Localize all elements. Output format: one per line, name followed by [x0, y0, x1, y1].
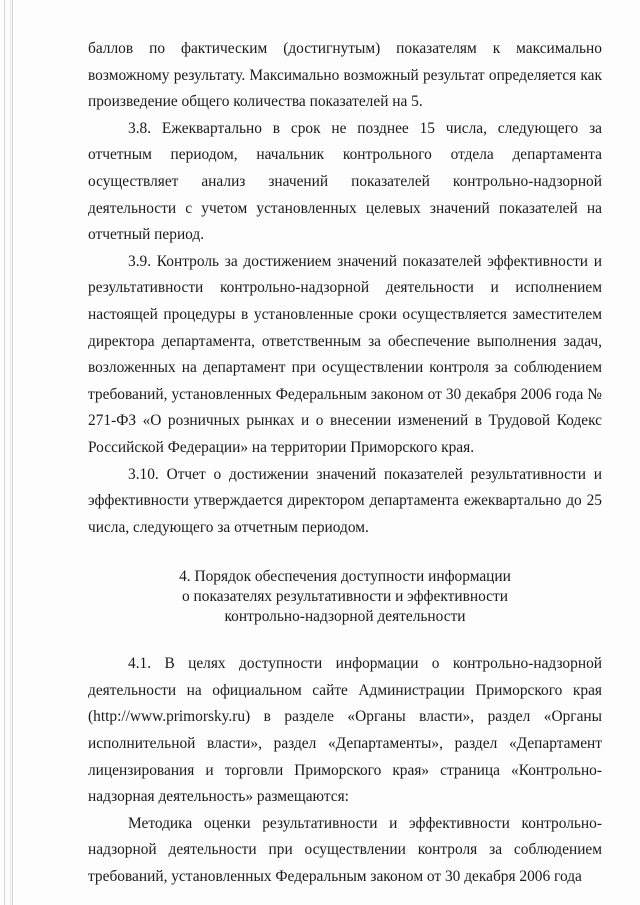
heading-line: о показателях результативности и эффективности	[182, 588, 508, 606]
scan-artifact-line	[10, 0, 11, 905]
paragraph-intro: баллов по фактическим (достигнутым) показателям к максимально возможному результату. Максимально возможный результат определяется как произведение общего количества показателей на 5.	[88, 40, 602, 111]
scan-artifact-line	[4, 0, 5, 905]
heading-line: контрольно-надзорной деятельности	[224, 608, 466, 626]
section-heading	[88, 567, 602, 627]
paragraph-methodology: Методика оценки результативности и эффективности контрольно-надзорной деятельности при осуществлении контроля за соблюдением требований, установленных Федеральным законом от 30 декабря 2006 года	[88, 814, 602, 886]
paragraph-3-8: 3.8. Ежеквартально в срок не позднее 15 числа, следующего за отчетным периодом, начальник контрольного отдела департамента осуществляет анализ значений показателей контрольно-надзорной деятельности с учетом установленных целевых значений показателей на отчетный период.	[88, 119, 602, 244]
paragraph-3-10: 3.10. Отчет о достижении значений показателей результативности и эффективности утверждается директором департамента ежеквартально до 25 числа, следующего за отчетным периодом.	[88, 465, 602, 536]
heading-line: 4. Порядок обеспечения доступности информации	[179, 568, 511, 586]
paragraph-3-9: 3.9. Контроль за достижением значений показателей эффективности и результативности контрольно-надзорной деятельности и исполнением настоящей процедуры в установленные сроки осуществляется заместителем директора департамента, ответственным за обеспечение выполнения задач, возложенных на департамент при осуществлении контроля за соблюдением требований, установленных Федеральным законом от 30 декабря 2006 года № 271-ФЗ «О розничных рынках и о внесении изменений в Трудовой Кодекс Российской Федерации» на территории Приморского края.	[88, 252, 602, 456]
scan-artifact-line	[12, 0, 13, 905]
paragraph-4-1: 4.1. В целях доступности информации о контрольно-надзорной деятельности на официальном сайте Администрации Приморского края (http://www.primorsky.ru) в разделе «Органы власти», раздел «Органы исполнительной власти», раздел «Департаменты», раздел «Департамент лицензирования и торговли Приморского края» страница «Контрольно-надзорная деятельность» размещаются:	[88, 655, 602, 806]
document-body	[88, 36, 602, 891]
